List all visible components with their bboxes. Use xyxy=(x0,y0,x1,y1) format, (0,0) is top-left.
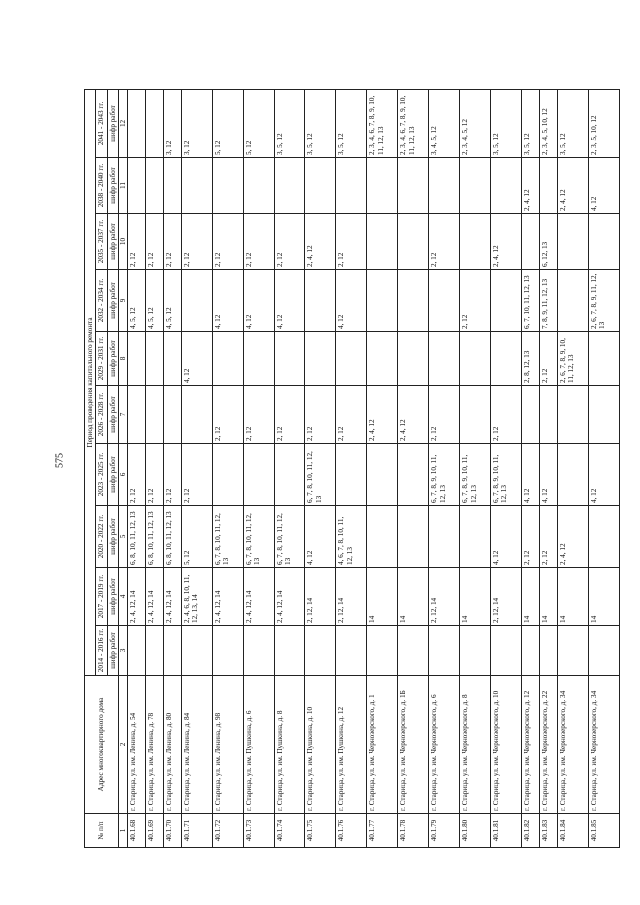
work-code-cell: 2, 12 xyxy=(243,386,274,444)
work-code-cell: 4, 12 xyxy=(305,506,336,568)
work-code-cell: 6, 7, 8, 10, 11, 12, 13 xyxy=(212,506,243,568)
work-code-cell xyxy=(588,386,619,444)
header-period-5: 2029 - 2031 гг. xyxy=(96,332,107,386)
work-code-cell xyxy=(557,444,588,506)
row-number: 40.1.82 xyxy=(522,814,540,848)
work-code-cell: 7, 8, 9, 11, 12, 13 xyxy=(539,270,557,332)
work-code-cell: 2, 12 xyxy=(145,444,163,506)
table-row xyxy=(212,89,243,847)
work-code-cell xyxy=(305,626,336,676)
row-address: г. Старица, ул. им. Чернозерского, д. 22 xyxy=(539,676,557,814)
header-work-code: шифр работ xyxy=(107,89,118,157)
row-number: 40.1.76 xyxy=(336,814,367,848)
table-row xyxy=(181,89,212,847)
work-code-cell: 2, 4, 12 xyxy=(491,214,522,270)
table-row xyxy=(522,89,540,847)
header-work-code: шифр работ xyxy=(107,444,118,506)
work-code-cell xyxy=(305,332,336,386)
work-code-cell xyxy=(398,626,429,676)
column-number: 5 xyxy=(118,506,127,568)
work-code-cell: 4, 12 xyxy=(522,444,540,506)
header-period-1: 2017 - 2019 гг. xyxy=(96,568,107,626)
work-code-cell: 2, 12 xyxy=(163,444,181,506)
column-number: 11 xyxy=(118,158,127,214)
work-code-cell xyxy=(429,332,460,386)
work-code-cell: 2, 12 xyxy=(429,214,460,270)
work-code-cell xyxy=(367,444,398,506)
table-row xyxy=(274,89,305,847)
work-code-cell: 2, 12 xyxy=(336,214,367,270)
header-period-2: 2020 - 2022 гг. xyxy=(96,506,107,568)
work-code-cell: 2, 12 xyxy=(181,214,212,270)
work-code-cell: 2, 4, 12 xyxy=(398,386,429,444)
work-code-cell xyxy=(212,444,243,506)
work-code-cell: 3, 5, 12 xyxy=(491,89,522,157)
capital-repair-schedule-table xyxy=(84,89,620,848)
page-number: 575 xyxy=(54,453,66,468)
work-code-cell xyxy=(367,214,398,270)
work-code-cell xyxy=(274,158,305,214)
work-code-cell: 2, 8, 12, 13 xyxy=(522,332,540,386)
work-code-cell: 2, 12, 14 xyxy=(491,568,522,626)
table-row xyxy=(539,89,557,847)
work-code-cell: 14 xyxy=(460,568,491,626)
row-number: 40.1.78 xyxy=(398,814,429,848)
row-number: 40.1.83 xyxy=(539,814,557,848)
work-code-cell: 2, 12 xyxy=(128,214,146,270)
work-code-cell xyxy=(367,158,398,214)
table-row xyxy=(557,89,588,847)
row-address: г. Старица, ул. им. Ленина, д. 54 xyxy=(128,676,146,814)
work-code-cell xyxy=(588,214,619,270)
work-code-cell: 2, 12 xyxy=(163,214,181,270)
work-code-cell xyxy=(163,158,181,214)
column-number: 2 xyxy=(118,676,127,814)
work-code-cell xyxy=(181,626,212,676)
work-code-cell xyxy=(163,626,181,676)
work-code-cell xyxy=(145,89,163,157)
header-work-code: шифр работ xyxy=(107,506,118,568)
header-period-9: 2041 - 2043 гг. xyxy=(96,89,107,157)
work-code-cell xyxy=(557,626,588,676)
table-row xyxy=(163,89,181,847)
work-code-cell: 3, 12 xyxy=(181,89,212,157)
row-address: г. Старица, ул. им. Чернозерского, д. 10 xyxy=(491,676,522,814)
work-code-cell xyxy=(522,626,540,676)
work-code-cell: 5, 12 xyxy=(181,506,212,568)
work-code-cell: 3, 5, 12 xyxy=(274,89,305,157)
work-code-cell: 2, 3, 4, 5, 10, 12 xyxy=(539,89,557,157)
work-code-cell xyxy=(522,214,540,270)
work-code-cell: 5, 12 xyxy=(212,89,243,157)
header-npp: № п/п xyxy=(85,814,119,848)
work-code-cell: 2, 4, 12, 14 xyxy=(243,568,274,626)
work-code-cell: 4, 12 xyxy=(588,444,619,506)
work-code-cell: 2, 3, 4, 5, 12 xyxy=(460,89,491,157)
table-row xyxy=(398,89,429,847)
work-code-cell xyxy=(305,158,336,214)
work-code-cell: 14 xyxy=(367,568,398,626)
table-row xyxy=(128,89,146,847)
header-period: Период проведения капитального ремонта xyxy=(85,89,96,675)
row-address: г. Старица, ул. им. Чернозерского, д. 8 xyxy=(460,676,491,814)
work-code-cell: 2, 12 xyxy=(491,386,522,444)
work-code-cell xyxy=(367,270,398,332)
work-code-cell: 6, 7, 8, 10, 11, 12, 13 xyxy=(305,444,336,506)
table-row xyxy=(491,89,522,847)
work-code-cell xyxy=(336,626,367,676)
work-code-cell: 2, 6, 7, 8, 9, 10, 11, 12, 13 xyxy=(557,332,588,386)
work-code-cell xyxy=(181,386,212,444)
work-code-cell xyxy=(491,270,522,332)
work-code-cell: 4, 6, 7, 8, 10, 11, 12, 13 xyxy=(336,506,367,568)
work-code-cell: 2, 3, 4, 6, 7, 8, 9, 10, 11, 12, 13 xyxy=(398,89,429,157)
work-code-cell: 2, 4, 12 xyxy=(557,158,588,214)
work-code-cell: 4, 12 xyxy=(336,270,367,332)
work-code-cell: 2, 12 xyxy=(539,332,557,386)
work-code-cell xyxy=(274,444,305,506)
work-code-cell xyxy=(429,270,460,332)
header-work-code: шифр работ xyxy=(107,626,118,676)
work-code-cell: 2, 12 xyxy=(460,270,491,332)
work-code-cell xyxy=(181,158,212,214)
row-number: 40.1.81 xyxy=(491,814,522,848)
column-number: 12 xyxy=(118,89,127,157)
header-work-code: шифр работ xyxy=(107,270,118,332)
work-code-cell xyxy=(181,270,212,332)
header-work-code: шифр работ xyxy=(107,568,118,626)
row-address: г. Старица, ул. им. Ленина, д. 98 xyxy=(212,676,243,814)
work-code-cell xyxy=(460,506,491,568)
row-number: 40.1.70 xyxy=(163,814,181,848)
work-code-cell: 2, 12 xyxy=(336,386,367,444)
work-code-cell: 4, 12 xyxy=(274,270,305,332)
header-period-6: 2032 - 2034 гг. xyxy=(96,270,107,332)
table-row xyxy=(305,89,336,847)
work-code-cell: 6, 7, 8, 10, 11, 12, 13 xyxy=(243,506,274,568)
work-code-cell: 2, 12 xyxy=(212,214,243,270)
work-code-cell: 6, 7, 10, 11, 12, 13 xyxy=(522,270,540,332)
column-number: 7 xyxy=(118,386,127,444)
work-code-cell: 2, 12 xyxy=(429,386,460,444)
work-code-cell xyxy=(212,332,243,386)
work-code-cell: 2, 12 xyxy=(305,386,336,444)
work-code-cell: 2, 3, 4, 6, 7, 8, 9, 10, 11, 12, 13 xyxy=(367,89,398,157)
work-code-cell xyxy=(163,386,181,444)
work-code-cell: 2, 12 xyxy=(243,214,274,270)
work-code-cell xyxy=(243,158,274,214)
row-number: 40.1.74 xyxy=(274,814,305,848)
work-code-cell: 6, 7, 8, 9, 10, 11, 12, 13 xyxy=(460,444,491,506)
work-code-cell xyxy=(398,270,429,332)
work-code-cell: 2, 12 xyxy=(522,506,540,568)
table-row xyxy=(588,89,619,847)
work-code-cell: 3, 5, 12 xyxy=(336,89,367,157)
table-row xyxy=(460,89,491,847)
work-code-cell xyxy=(145,158,163,214)
work-code-cell xyxy=(336,332,367,386)
row-address: г. Старица, ул. им. Чернозерского, д. 34 xyxy=(557,676,588,814)
work-code-cell: 4, 5, 12 xyxy=(163,270,181,332)
work-code-cell: 3, 5, 12 xyxy=(557,89,588,157)
work-code-cell xyxy=(367,506,398,568)
header-period-7: 2035 - 2037 гг. xyxy=(96,214,107,270)
work-code-cell: 6, 8, 10, 11, 12, 13 xyxy=(145,506,163,568)
work-code-cell: 2, 3, 5, 10, 12 xyxy=(588,89,619,157)
work-code-cell: 14 xyxy=(539,568,557,626)
work-code-cell: 4, 12 xyxy=(539,444,557,506)
work-code-cell: 4, 5, 12 xyxy=(145,270,163,332)
work-code-cell: 14 xyxy=(557,568,588,626)
column-number: 3 xyxy=(118,626,127,676)
work-code-cell xyxy=(274,332,305,386)
work-code-cell: 6, 7, 8, 10, 11, 12, 13 xyxy=(274,506,305,568)
work-code-cell: 3, 12 xyxy=(163,89,181,157)
work-code-cell xyxy=(398,332,429,386)
work-code-cell xyxy=(522,386,540,444)
work-code-cell: 2, 4, 6, 8, 10, 11, 12, 13, 14 xyxy=(181,568,212,626)
work-code-cell xyxy=(429,506,460,568)
work-code-cell: 14 xyxy=(588,568,619,626)
work-code-cell xyxy=(557,270,588,332)
header-period-0: 2014 - 2016 гг. xyxy=(96,626,107,676)
work-code-cell xyxy=(588,332,619,386)
row-address: г. Старица, ул. им. Чернозерского, д. 6 xyxy=(429,676,460,814)
header-period-8: 2038 - 2040 гг. xyxy=(96,158,107,214)
work-code-cell: 2, 12, 14 xyxy=(336,568,367,626)
row-address: г. Старица, ул. им. Ленина, д. 80 xyxy=(163,676,181,814)
work-code-cell xyxy=(460,214,491,270)
header-period-4: 2026 - 2028 гг. xyxy=(96,386,107,444)
work-code-cell: 2, 12 xyxy=(145,214,163,270)
row-address: г. Старица, ул. им. Пушкина, д. 12 xyxy=(336,676,367,814)
work-code-cell: 2, 4, 12 xyxy=(557,506,588,568)
capital-repair-table-page xyxy=(84,90,620,848)
work-code-cell xyxy=(128,332,146,386)
row-address: г. Старица, ул. им. Пушкина, д. 10 xyxy=(305,676,336,814)
work-code-cell xyxy=(539,386,557,444)
work-code-cell: 6, 12, 13 xyxy=(539,214,557,270)
work-code-cell: 2, 12, 14 xyxy=(305,568,336,626)
work-code-cell xyxy=(367,626,398,676)
table-row xyxy=(336,89,367,847)
row-address: г. Старица, ул. им. Чернозерского, д. 34 xyxy=(588,676,619,814)
header-work-code: шифр работ xyxy=(107,158,118,214)
table-row xyxy=(429,89,460,847)
work-code-cell: 2, 12 xyxy=(128,444,146,506)
work-code-cell xyxy=(539,158,557,214)
work-code-cell xyxy=(460,158,491,214)
work-code-cell xyxy=(163,332,181,386)
column-number: 1 xyxy=(118,814,127,848)
work-code-cell: 6, 7, 8, 9, 10, 11, 12, 13 xyxy=(491,444,522,506)
work-code-cell: 3, 4, 5, 12 xyxy=(429,89,460,157)
table-row xyxy=(367,89,398,847)
work-code-cell: 2, 4, 12 xyxy=(522,158,540,214)
work-code-cell xyxy=(145,626,163,676)
row-number: 40.1.80 xyxy=(460,814,491,848)
row-number: 40.1.73 xyxy=(243,814,274,848)
work-code-cell: 2, 4, 12, 14 xyxy=(163,568,181,626)
work-code-cell xyxy=(128,386,146,444)
work-code-cell: 2, 6, 7, 8, 9, 11, 12, 13 xyxy=(588,270,619,332)
row-number: 40.1.71 xyxy=(181,814,212,848)
work-code-cell: 6, 8, 10, 11, 12, 13 xyxy=(163,506,181,568)
row-number: 40.1.79 xyxy=(429,814,460,848)
header-address: Адрес многоквартирного дома xyxy=(85,676,119,814)
work-code-cell xyxy=(305,270,336,332)
work-code-cell: 14 xyxy=(522,568,540,626)
work-code-cell: 2, 4, 12, 14 xyxy=(274,568,305,626)
work-code-cell xyxy=(336,444,367,506)
work-code-cell: 2, 12 xyxy=(539,506,557,568)
work-code-cell: 2, 12, 14 xyxy=(429,568,460,626)
header-work-code: шифр работ xyxy=(107,332,118,386)
row-number: 40.1.77 xyxy=(367,814,398,848)
work-code-cell xyxy=(588,626,619,676)
work-code-cell xyxy=(398,506,429,568)
work-code-cell xyxy=(128,158,146,214)
row-number: 40.1.85 xyxy=(588,814,619,848)
work-code-cell xyxy=(460,626,491,676)
row-address: г. Старица, ул. им. Ленина, д. 84 xyxy=(181,676,212,814)
work-code-cell xyxy=(243,444,274,506)
header-work-code: шифр работ xyxy=(107,386,118,444)
header-work-code: шифр работ xyxy=(107,214,118,270)
work-code-cell xyxy=(491,332,522,386)
row-address: г. Старица, ул. им. Чернозерского, д. 12 xyxy=(522,676,540,814)
row-address: г. Старица, ул. им. Пушкина, д. 8 xyxy=(274,676,305,814)
work-code-cell: 14 xyxy=(398,568,429,626)
work-code-cell xyxy=(212,158,243,214)
table-body xyxy=(128,89,620,847)
column-number: 8 xyxy=(118,332,127,386)
column-number: 10 xyxy=(118,214,127,270)
work-code-cell xyxy=(557,386,588,444)
work-code-cell: 4, 12 xyxy=(588,158,619,214)
work-code-cell xyxy=(336,158,367,214)
work-code-cell: 4, 12 xyxy=(181,332,212,386)
work-code-cell: 4, 12 xyxy=(243,270,274,332)
work-code-cell xyxy=(539,626,557,676)
work-code-cell xyxy=(367,332,398,386)
work-code-cell xyxy=(398,158,429,214)
work-code-cell: 2, 4, 12, 14 xyxy=(128,568,146,626)
work-code-cell: 5, 12 xyxy=(243,89,274,157)
row-number: 40.1.72 xyxy=(212,814,243,848)
header-period-3: 2023 - 2025 гг. xyxy=(96,444,107,506)
work-code-cell xyxy=(557,214,588,270)
work-code-cell xyxy=(145,332,163,386)
work-code-cell xyxy=(429,158,460,214)
work-code-cell xyxy=(212,626,243,676)
work-code-cell xyxy=(460,332,491,386)
row-address: г. Старица, ул. им. Чернозерского, д. 1 xyxy=(367,676,398,814)
work-code-cell xyxy=(398,444,429,506)
work-code-cell: 6, 7, 8, 9, 10, 11, 12, 13 xyxy=(429,444,460,506)
work-code-cell xyxy=(274,626,305,676)
table-row xyxy=(145,89,163,847)
work-code-cell xyxy=(491,158,522,214)
row-number: 40.1.69 xyxy=(145,814,163,848)
work-code-cell xyxy=(243,332,274,386)
work-code-cell: 2, 4, 12 xyxy=(305,214,336,270)
work-code-cell xyxy=(145,386,163,444)
work-code-cell xyxy=(588,506,619,568)
work-code-cell xyxy=(460,386,491,444)
work-code-cell: 2, 12 xyxy=(212,386,243,444)
work-code-cell: 2, 12 xyxy=(274,386,305,444)
work-code-cell: 4, 12 xyxy=(491,506,522,568)
work-code-cell: 2, 4, 12 xyxy=(367,386,398,444)
work-code-cell xyxy=(398,214,429,270)
work-code-cell: 6, 8, 10, 11, 12, 13 xyxy=(128,506,146,568)
work-code-cell xyxy=(128,626,146,676)
work-code-cell xyxy=(243,626,274,676)
work-code-cell: 4, 5, 12 xyxy=(128,270,146,332)
work-code-cell xyxy=(128,89,146,157)
row-number: 40.1.75 xyxy=(305,814,336,848)
work-code-cell: 3, 5, 12 xyxy=(305,89,336,157)
row-address: г. Старица, ул. им. Чернозерского, д. 1Б xyxy=(398,676,429,814)
row-number: 40.1.84 xyxy=(557,814,588,848)
row-number: 40.1.68 xyxy=(128,814,146,848)
column-number: 6 xyxy=(118,444,127,506)
work-code-cell xyxy=(429,626,460,676)
work-code-cell: 3, 5, 12 xyxy=(522,89,540,157)
column-number: 4 xyxy=(118,568,127,626)
work-code-cell xyxy=(491,626,522,676)
row-address: г. Старица, ул. им. Ленина, д. 78 xyxy=(145,676,163,814)
work-code-cell: 2, 12 xyxy=(274,214,305,270)
row-address: г. Старица, ул. им. Пушкина, д. 6 xyxy=(243,676,274,814)
work-code-cell: 4, 12 xyxy=(212,270,243,332)
work-code-cell: 2, 4, 12, 14 xyxy=(212,568,243,626)
work-code-cell: 2, 12 xyxy=(181,444,212,506)
work-code-cell: 2, 4, 12, 14 xyxy=(145,568,163,626)
table-header xyxy=(85,89,128,847)
column-number: 9 xyxy=(118,270,127,332)
table-row xyxy=(243,89,274,847)
